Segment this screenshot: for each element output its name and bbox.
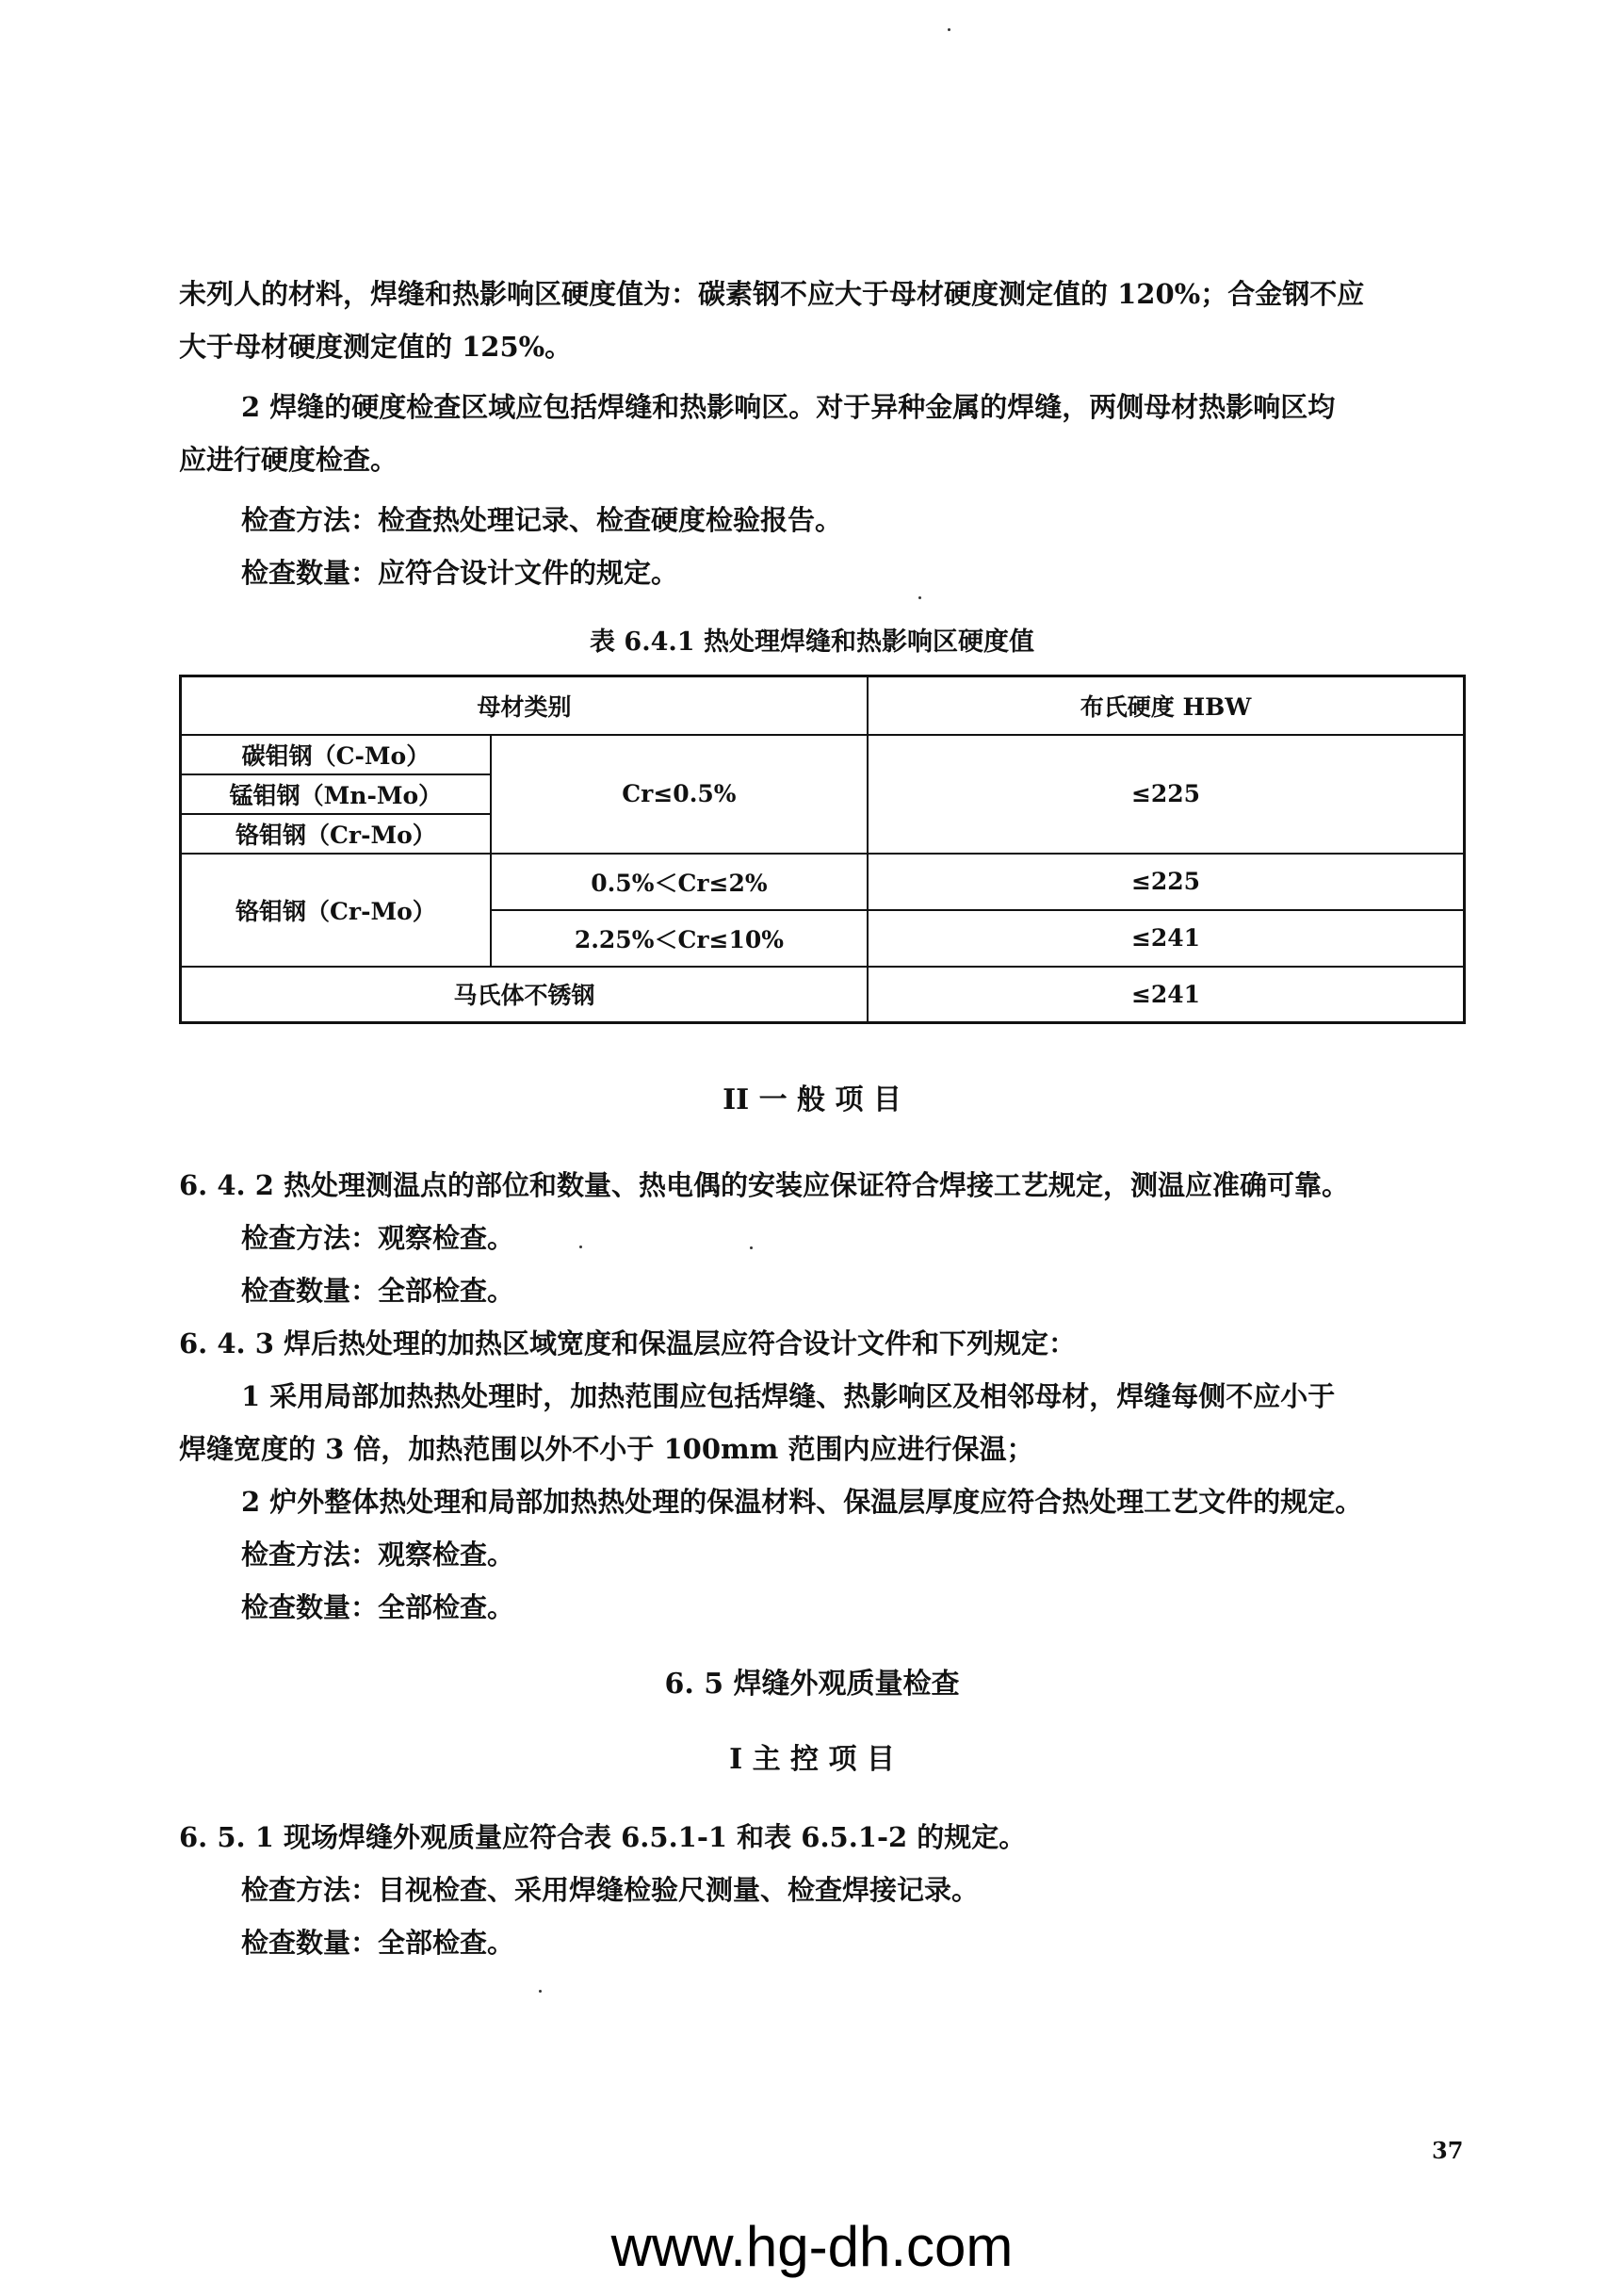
scan-speck xyxy=(539,1990,542,1993)
material-cr-mo: 铬钼钢（Cr-Mo） xyxy=(181,814,491,854)
table-caption: 表 6.4.1 热处理焊缝和热影响区硬度值 xyxy=(590,627,1034,657)
clause-6-5-1 xyxy=(179,1818,1026,1856)
clause-text: 热处理测温点的部位和数量、热电偶的安装应保证符合焊接工艺规定，测温应准确可靠。 xyxy=(284,1169,1350,1201)
inspection-quantity: 检查数量：全部检查。 xyxy=(241,1275,515,1307)
clause-item: 焊缝宽度的 3 倍，加热范围以外不小于 100mm 范围内应进行保温； xyxy=(179,1433,1034,1465)
scan-speck xyxy=(948,28,950,31)
inspection-quantity: 检查数量：全部检查。 xyxy=(241,1591,515,1623)
material-cr-mo-alloy: 铬钼钢（Cr-Mo） xyxy=(181,854,491,967)
clause-number: 6. 4. 3 xyxy=(179,1327,274,1360)
hardness-value: ≤241 xyxy=(868,910,1464,967)
section-heading-general: II 一 般 项 目 xyxy=(723,1083,901,1116)
paragraph-line: 大于母材硬度测定值的 125%。 xyxy=(179,331,573,363)
section-heading-main: I 主 控 项 目 xyxy=(729,1743,895,1776)
clause-item: 2 炉外整体热处理和局部加热热处理的保温材料、保温层厚度应符合热处理工艺文件的规定。 xyxy=(241,1486,1363,1518)
clause-6-4-3 xyxy=(179,1325,1076,1362)
section-heading-6-5: 6. 5 焊缝外观质量检查 xyxy=(664,1668,960,1701)
header-material-category: 母材类别 xyxy=(181,676,869,735)
material-c-mo: 碳钼钢（C-Mo） xyxy=(181,735,491,774)
inspection-quantity: 检查数量：全部检查。 xyxy=(241,1927,515,1959)
clause-number: 6. 4. 2 xyxy=(179,1169,274,1201)
hardness-value: ≤241 xyxy=(868,967,1464,1023)
scan-speck xyxy=(918,596,921,599)
paragraph-line: 应进行硬度检查。 xyxy=(179,444,398,476)
hardness-value: ≤225 xyxy=(868,735,1464,854)
scan-speck xyxy=(579,1246,582,1248)
inspection-method: 检查方法：检查热处理记录、检查硬度检验报告。 xyxy=(241,504,843,536)
inspection-method: 检查方法：观察检查。 xyxy=(241,1222,515,1254)
hardness-value: ≤225 xyxy=(868,854,1464,910)
inspection-method: 检查方法：目视检查、采用焊缝检验尺测量、检查焊接记录。 xyxy=(241,1874,980,1906)
header-brinell-hardness: 布氏硬度 HBW xyxy=(868,676,1464,735)
paragraph-line: 未列人的材料，焊缝和热影响区硬度值为：碳素钢不应大于母材硬度测定值的 120%；合金钢不应 xyxy=(179,278,1365,310)
footer-url: www.hg-dh.com xyxy=(610,2215,1014,2278)
material-martensitic-stainless: 马氏体不锈钢 xyxy=(181,967,869,1023)
clause-item: 1 采用局部加热热处理时，加热范围应包括焊缝、热影响区及相邻母材，焊缝每侧不应小于 xyxy=(241,1380,1336,1412)
inspection-quantity: 检查数量：应符合设计文件的规定。 xyxy=(241,557,679,589)
clause-number: 6. 5. 1 xyxy=(179,1821,274,1853)
condition-cell: Cr≤0.5% xyxy=(491,735,868,854)
page-number: 37 xyxy=(1432,2137,1464,2164)
clause-text: 现场焊缝外观质量应符合表 6.5.1-1 和表 6.5.1-2 的规定。 xyxy=(284,1821,1027,1853)
scan-speck xyxy=(750,1246,753,1249)
material-mn-mo: 锰钼钢（Mn-Mo） xyxy=(181,774,491,814)
paragraph-line: 2 焊缝的硬度检查区域应包括焊缝和热影响区。对于异种金属的焊缝，两侧母材热影响区均 xyxy=(241,391,1336,423)
clause-6-4-2 xyxy=(179,1166,1349,1204)
condition-cell: 0.5%＜Cr≤2% xyxy=(491,854,868,910)
condition-cell: 2.25%＜Cr≤10% xyxy=(491,910,868,967)
hardness-table xyxy=(179,675,1466,1024)
inspection-method: 检查方法：观察检查。 xyxy=(241,1539,515,1571)
clause-text: 焊后热处理的加热区域宽度和保温层应符合设计文件和下列规定： xyxy=(284,1327,1077,1360)
